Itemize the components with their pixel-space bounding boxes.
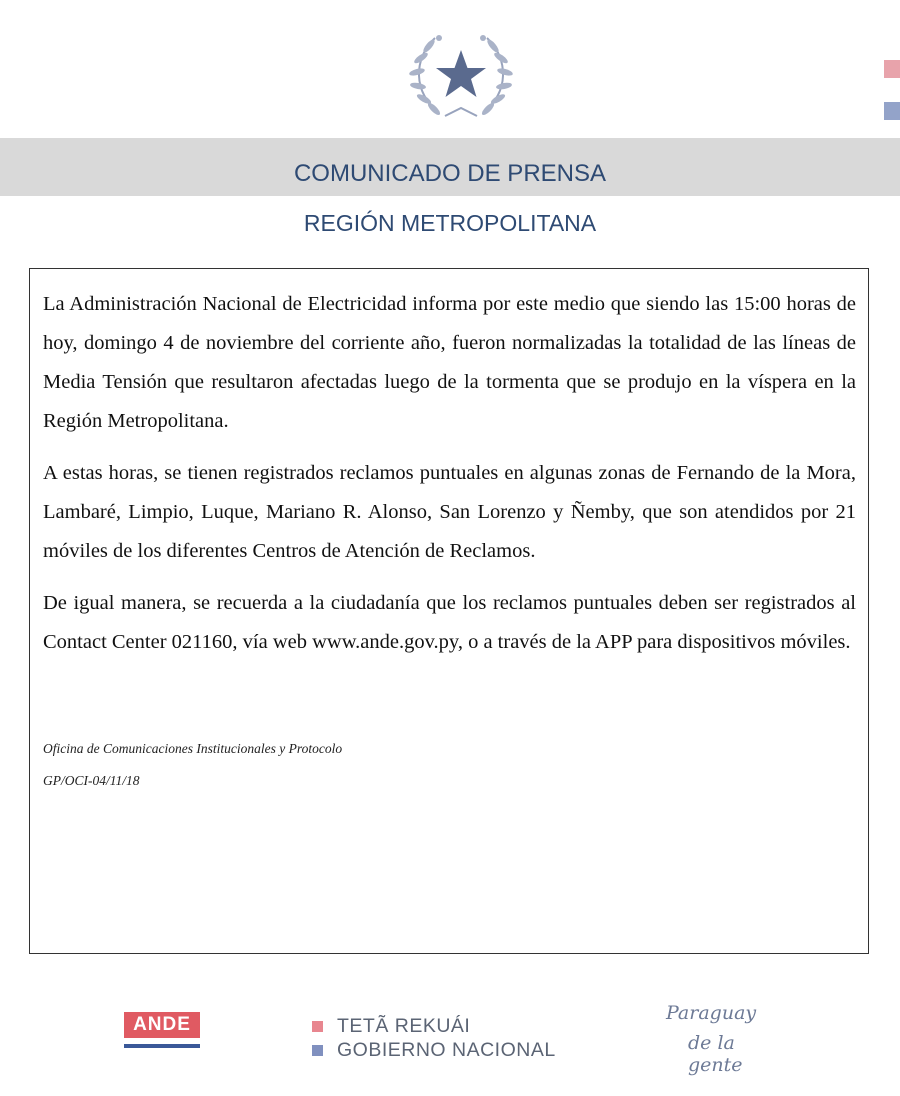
government-logo	[312, 1014, 556, 1062]
title-banner	[0, 138, 900, 196]
slogan-line-2: de la gente	[688, 1032, 743, 1076]
paragraph-2: A estas horas, se tienen registrados reclamos puntuales en algunas zonas de Fernando de la Mora, Lambaré, Limpio, Luque, Mariano R. Alonso, San Lorenzo y Ñemby, que son atendidos por 21 móviles de los diferentes Centros de Atención de Reclamos.	[43, 462, 856, 562]
slogan-line-1: Paraguay	[666, 1002, 757, 1024]
paraguay-slogan-logo	[660, 1000, 790, 1076]
ande-logo	[124, 1012, 200, 1050]
footer-logos	[0, 1000, 900, 1076]
gov-line-2: GOBIERNO NACIONAL	[337, 1038, 556, 1061]
press-release-body	[29, 268, 869, 954]
gov-line-1: TETÃ REKUÁI	[337, 1014, 471, 1037]
paragraph-3: De igual manera, se recuerda a la ciudadanía que los reclamos puntuales deben ser registrados al Contact Center 021160, vía web www.ande.gov.py, o a través de la APP para dispositivos móviles.	[43, 592, 856, 653]
side-red-mark	[884, 60, 900, 78]
press-release-title: COMUNICADO DE PRENSA	[293, 160, 607, 187]
ande-logo-text: ANDE	[124, 1012, 200, 1038]
side-blue-mark	[884, 102, 900, 120]
reference-code: GP/OCI-04/11/18	[43, 773, 140, 788]
office-signature: Oficina de Comunicaciones Institucionales y Protocolo	[43, 741, 343, 756]
region-subtitle: REGIÓN METROPOLITANA	[303, 210, 597, 236]
star-wreath-emblem-icon	[405, 28, 517, 124]
red-square-icon	[312, 1021, 323, 1032]
blue-square-icon	[312, 1045, 323, 1056]
ande-logo-underline	[124, 1044, 200, 1048]
paragraph-1: La Administración Nacional de Electricidad informa por este medio que siendo las 15:00 horas de hoy, domingo 4 de noviembre del corriente año, fueron normalizadas la totalidad de las líneas de Media Tensión que resultaron afectadas luego de la tormenta que se produjo en la víspera en la Región Metropolitana.	[43, 293, 856, 432]
